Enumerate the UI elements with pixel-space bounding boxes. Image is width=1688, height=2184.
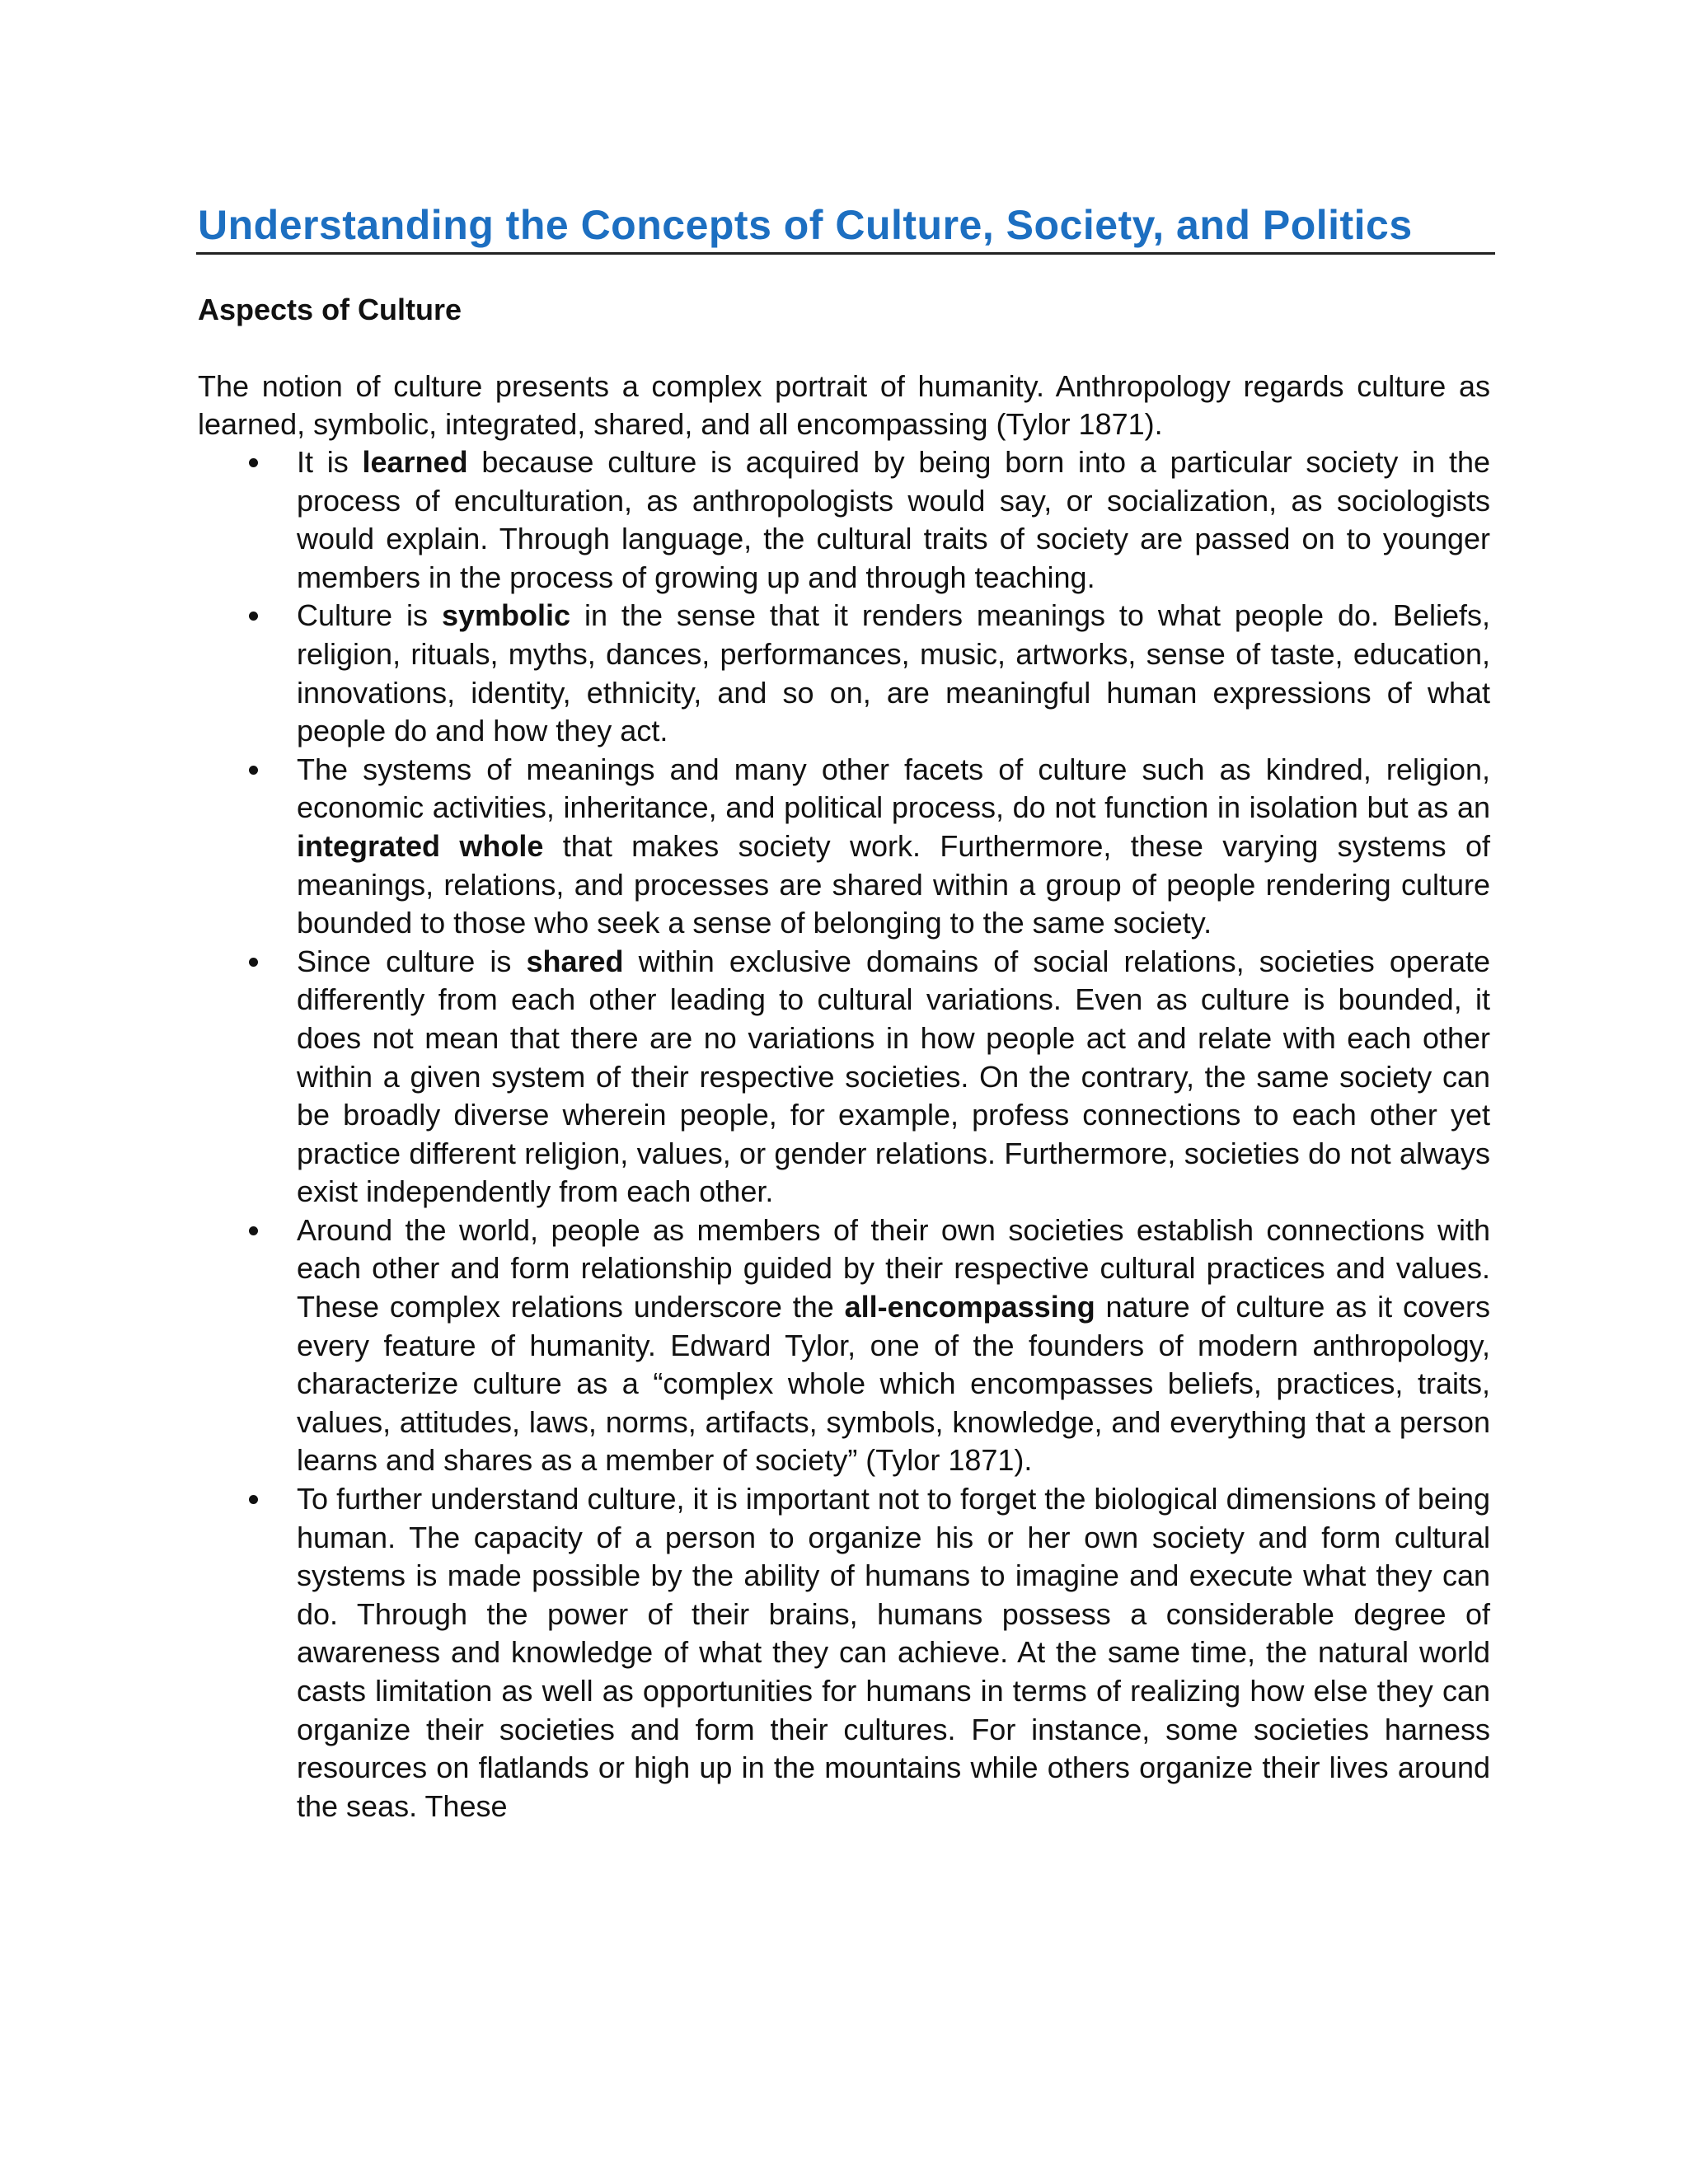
bullet-item-symbolic [198,597,1490,750]
bullet-dot-icon [249,612,258,621]
bullet-text-post: within exclusive domains of social relations, societies operate differently from each other leading to cultural variations. Even as culture is bounded, it does not mean that there are no variations in how people act and relate with each other within a given system of their respective societies. On the contrary, the same society can be broadly diverse wherein people, for example, profess connections to each other yet practice different religion, values, or gender relations. Furthermore, societies do not always exist independently from each other. [297,944,1491,1209]
bullet-keyword: symbolic [441,598,571,633]
bullet-item-biological [198,1480,1490,1825]
bullet-dot-icon [249,1495,258,1504]
title-underline-rule [196,252,1495,255]
bullet-dot-icon [249,458,258,467]
bullet-item-all-encompassing [198,1212,1490,1480]
bullet-text-pre: The systems of meanings and many other facets of culture such as kindred, religion, economic activities, inheritance, and political process, do not function in isolation but as an [297,752,1490,825]
bullet-dot-icon [249,958,258,967]
bullet-text-pre: Culture is [297,598,442,633]
bullet-list [198,443,1490,1825]
section-heading: Aspects of Culture [198,293,462,326]
bullet-text-pre: Since culture is [297,944,527,978]
bullet-text-post: nature of culture as it covers every feature of humanity. Edward Tylor, one of the founders of modern anthropology, characterize culture as a “complex whole which encompasses beliefs, practices, traits, values, attitudes, laws, norms, artifacts, symbols, knowledge, and everything that a person learns and shares as a member of society” (Tylor 1871). [297,1290,1491,1478]
bullet-text-pre: Around the world, people as members of their own societies establish connections with each other and form relationship guided by their respective cultural practices and values. These complex relations underscore the [297,1212,1490,1324]
bullet-keyword: all-encompassing [844,1290,1095,1324]
bullet-keyword: integrated whole [297,828,544,863]
bullet-item-learned [198,443,1490,597]
bullet-text-post: that makes society work. Furthermore, these varying systems of meanings, relations, and processes are shared within a group of people rendering culture bounded to those who seek a sense of belonging to the same society. [297,828,1491,940]
bullet-keyword: learned [362,445,468,479]
bullet-dot-icon [249,766,258,775]
bullet-item-shared [198,943,1490,1212]
bullet-text-pre: It is [297,445,363,479]
bullet-text-pre: To further understand culture, it is important not to forget the biological dimensions of being human. The capacity of a person to organize his or her own society and form cultural systems is made possible by the ability of humans to imagine and execute what they can do. Through the power of their brains, humans possess a considerable degree of awareness and knowledge of what they can achieve. At the same time, the natural world casts limitation as well as opportunities for humans in terms of realizing how else they can organize their societies and form their cultures. For instance, some societies harness resources on flatlands or high up in the mountains while others organize their lives around the seas. These [297,1482,1490,1823]
bullet-item-integrated [198,751,1490,943]
bullet-text-post: in the sense that it renders meanings to what people do. Beliefs, religion, rituals, myths, dances, performances, music, artworks, sense of taste, education, innovations, identity, ethnicity, and so on, are meaningful human expressions of what people do and how they act. [297,598,1490,748]
document-title: Understanding the Concepts of Culture, Society, and Politics [198,202,1413,248]
bullet-text-post: because culture is acquired by being born into a particular society in the process of enculturation, as anthropologists would say, or socialization, as sociologists would explain. Through language, the cultural traits of society are passed on to younger members in the process of growing up and through teaching. [297,445,1490,594]
intro-paragraph: The notion of culture presents a complex portrait of humanity. Anthropology regards culture as learned, symbolic, integrated, shared, and all encompassing (Tylor 1871). [198,369,1490,441]
bullet-dot-icon [249,1226,258,1235]
bullet-keyword: shared [526,944,624,978]
